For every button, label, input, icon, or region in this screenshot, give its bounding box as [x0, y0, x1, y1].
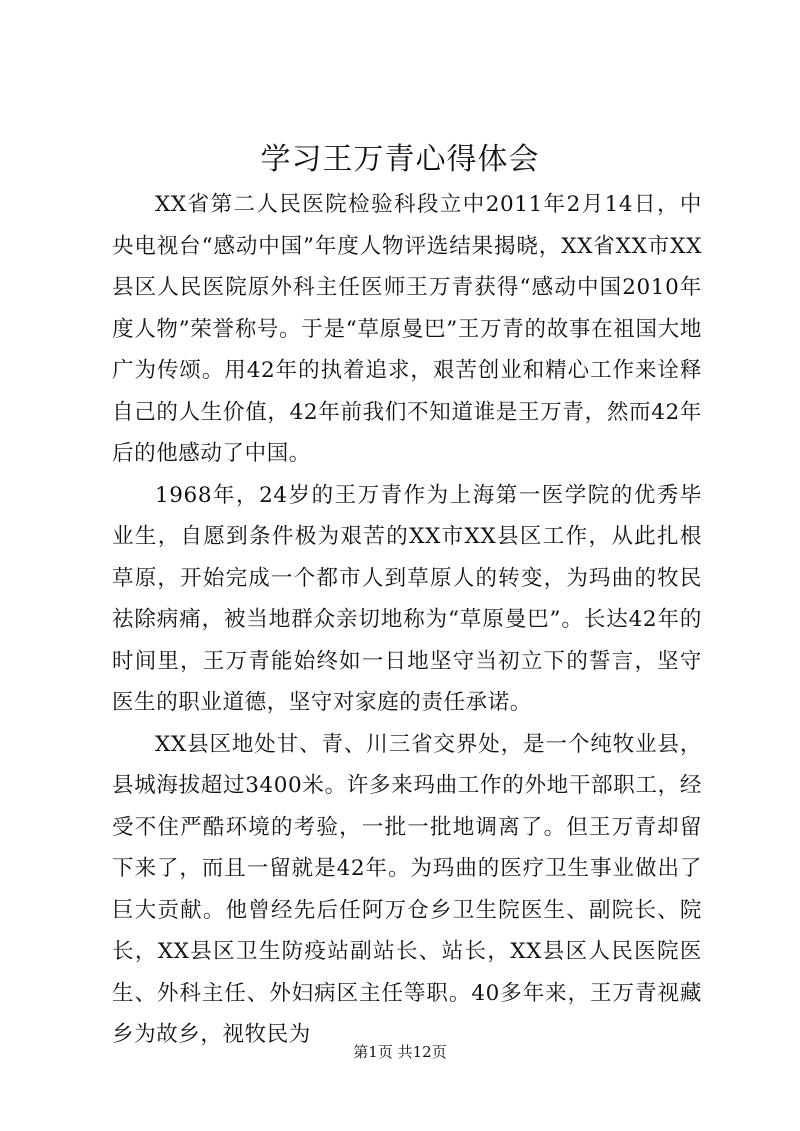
paragraph-3: XX县区地处甘、青、川三省交界处，是一个纯牧业县，县城海拔超过3400米。许多来玛曲工作的外地干部职工，经受不住严酷环境的考验，一批一批地调离了。但王万青却留下来了，而且一留就是42年。为玛曲的医疗卫生事业做出了巨大贡献。他曾经先后任阿万仓乡卫生院医生、副院长、院长，XX县区卫生防疫站副站长、站长，XX县区人民医院医生、外科主任、外妇病区主任等职。40多年来，王万青视藏乡为故乡，视牧民为 — [112, 731, 702, 1047]
page-footer: 第1页 共12页 — [353, 1043, 447, 1061]
paragraph-2: 1968年，24岁的王万青作为上海第一医学院的优秀毕业生，自愿到条件极为艰苦的XX市XX县区工作，从此扎根草原，开始完成一个都市人到草原人的转变，为玛曲的牧民祛除病痛，被当地群众亲切地称为“草原曼巴”。长达42年的时间里，王万青能始终如一日地坚守当初立下的誓言，坚守医生的职业道德，坚守对家庭的责任承诺。 — [112, 482, 702, 715]
document-body — [112, 184, 702, 1056]
page-title: 学习王万青心得体会 — [260, 142, 540, 177]
paragraph-1: XX省第二人民医院检验科段立中2011年2月14日，中央电视台“感动中国”年度人物评选结果揭晓，XX省XX市XX县区人民医院原外科主任医师王万青获得“感动中国2010年度人物”荣誉称号。于是“草原曼巴”王万青的故事在祖国大地广为传颂。用42年的执着追求，艰苦创业和精心工作来诠释自己的人生价值，42年前我们不知道谁是王万青，然而42年后的他感动了中国。 — [112, 192, 702, 466]
